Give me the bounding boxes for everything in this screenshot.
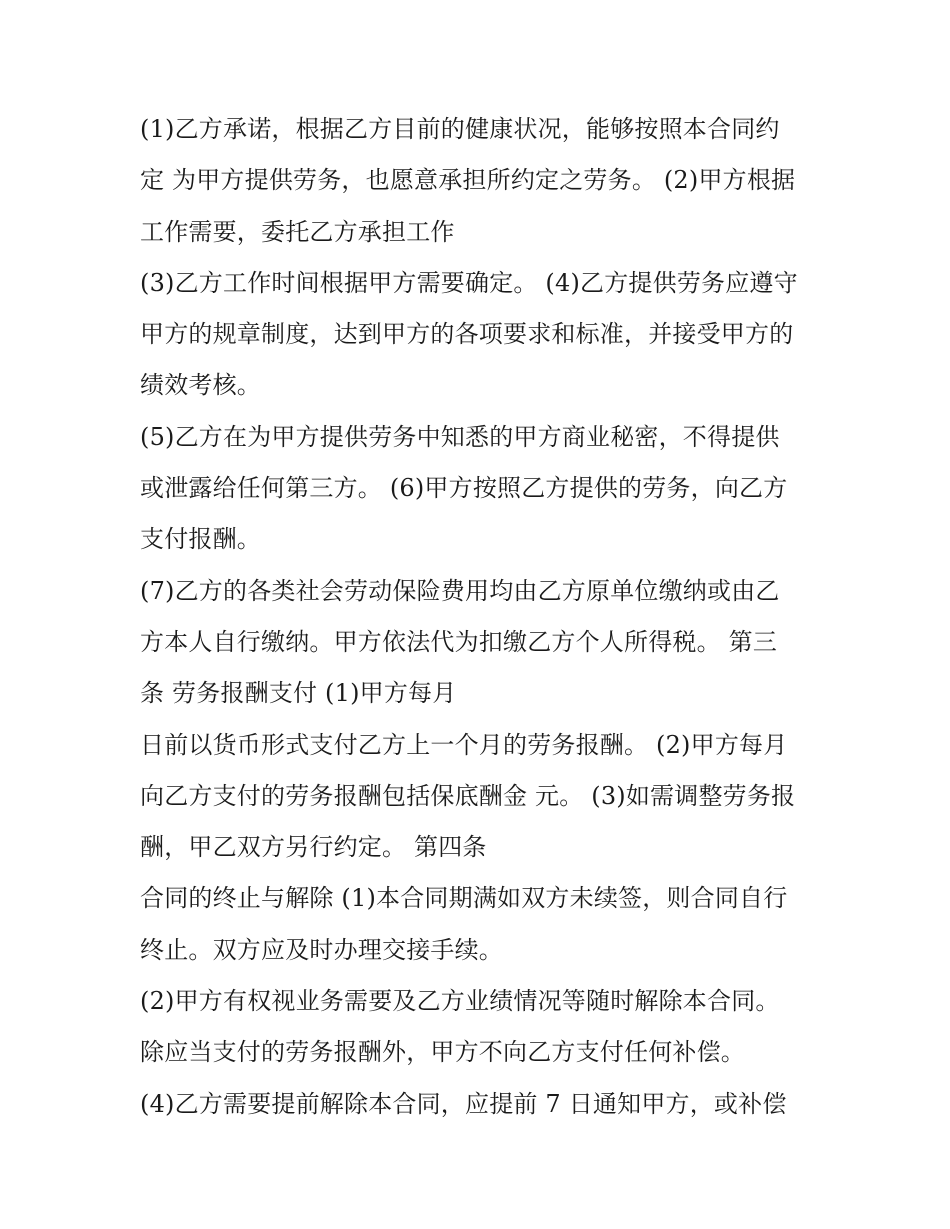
document-body [140,104,820,1130]
text-line: (5)乙方在为甲方提供劳务中知悉的甲方商业秘密，不得提供 [140,422,780,451]
text-line: 除应当支付的劳务报酬外，甲方不向乙方支付任何补偿。 [140,1038,745,1067]
text-line: 工作需要，委托乙方承担工作 [140,217,455,246]
text-line: 合同的终止与解除 (1)本合同期满如双方未续签，则合同自行 [140,884,788,913]
text-line: 甲方的规章制度，达到甲方的各项要求和标准，并接受甲方的 [140,320,794,349]
text-line: (4)乙方需要提前解除本合同，应提前 7 日通知甲方，或补偿 [140,1089,787,1118]
text-line: 向乙方支付的劳务报酬包括保底酬金 元。 (3)如需调整劳务报 [140,781,796,810]
text-line: 支付报酬。 [140,525,261,554]
text-line: (7)乙方的各类社会劳动保险费用均由乙方原单位缴纳或由乙 [140,576,780,605]
text-line: 定 为甲方提供劳务，也愿意承担所约定之劳务。 (2)甲方根据 [140,166,796,195]
text-line: 终止。双方应及时办理交接手续。 [140,935,503,964]
text-line: 酬，甲乙双方另行约定。 第四条 [140,833,487,862]
text-line: (3)乙方工作时间根据甲方需要确定。 (4)乙方提供劳务应遵守 [140,268,798,297]
text-line: 条 劳务报酬支付 (1)甲方每月 [140,679,457,708]
text-line: 方本人自行缴纳。甲方依法代为扣缴乙方个人所得税。 第三 [140,627,778,656]
text-line: 绩效考核。 [140,371,261,400]
text-line: 或泄露给任何第三方。 (6)甲方按照乙方提供的劳务，向乙方 [140,474,788,503]
text-line: (2)甲方有权视业务需要及乙方业绩情况等随时解除本合同。 [140,987,780,1016]
text-line: (1)乙方承诺，根据乙方目前的健康状况，能够按照本合同约 [140,115,780,143]
text-line: 日前以货币形式支付乙方上一个月的劳务报酬。 (2)甲方每月 [140,730,788,759]
